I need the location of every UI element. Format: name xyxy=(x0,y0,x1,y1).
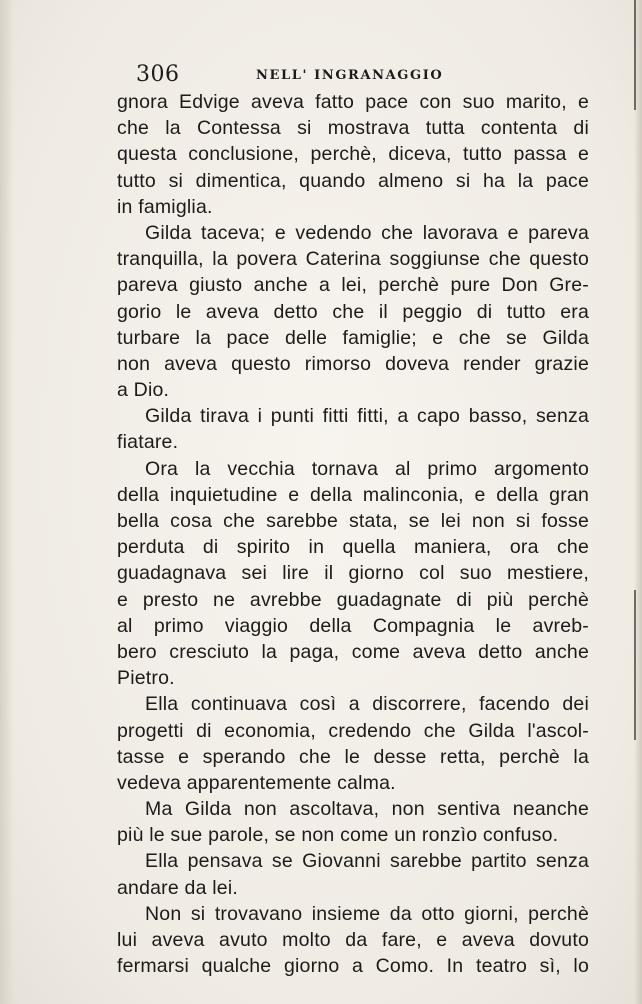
page-edge-shadow xyxy=(634,0,642,1004)
running-head: NELL' INGRANAGGIO xyxy=(256,68,444,83)
text-line: lui aveva avuto molto da fare, e aveva dovuto xyxy=(117,929,589,951)
text-line: progetti di economia, credendo che Gilda l'ascol- xyxy=(117,719,589,742)
text-line: fiatare. xyxy=(117,431,179,454)
text-line: gorio le aveva detto che il peggio di tutto era xyxy=(117,300,589,323)
text-line: Ella pensava se Giovanni sarebbe partito senza xyxy=(145,850,589,873)
text-line: non aveva questo rimorso doveva render grazie xyxy=(117,352,589,375)
text-line: a Dio. xyxy=(117,379,170,402)
text-line: della inquietudine e della malinconia, e della gran xyxy=(117,483,589,506)
text-line: guadagnava sei lire il giorno col suo mestiere, xyxy=(117,562,589,585)
text-line: tasse e sperando che le desse retta, perchè la xyxy=(117,745,589,768)
text-line: più le sue parole, se non come un ronzìo confuso. xyxy=(117,824,559,847)
text-line: al primo viaggio della Compagnia le avreb- xyxy=(117,614,589,637)
text-line: Ora la vecchia tornava al primo argomento xyxy=(145,457,589,480)
body-text xyxy=(117,89,589,979)
text-line: pareva giusto anche a lei, perchè pure Don Gre- xyxy=(117,274,589,297)
page-edge-line xyxy=(634,0,636,110)
text-line: Pietro. xyxy=(117,667,175,690)
page-number: 306 xyxy=(136,62,180,87)
text-line: questa conclusione, perchè, diceva, tutto passa e xyxy=(117,143,589,166)
text-line: Ma Gilda non ascoltava, non sentiva neanche xyxy=(145,798,589,821)
text-line: bella cosa che sarebbe stata, se lei non si fosse xyxy=(117,510,589,532)
text-line: Gilda tirava i punti fitti fitti, a capo basso, senza xyxy=(145,405,589,428)
text-line: che la Contessa si mostrava tutta contenta di xyxy=(117,117,589,140)
text-line: bero cresciuto la paga, come aveva detto anche xyxy=(117,640,589,663)
page-edge-line xyxy=(634,590,636,740)
text-line: fermarsi qualche giorno a Como. In teatro sì, lo xyxy=(117,955,589,978)
text-line: andare da lei. xyxy=(117,876,238,899)
text-line: in famiglia. xyxy=(117,195,213,218)
text-line: e presto ne avrebbe guadagnate di più perchè xyxy=(117,588,589,611)
text-line: vedeva apparentemente calma. xyxy=(117,771,396,794)
gutter-shadow xyxy=(0,0,14,1004)
text-line: tutto si dimentica, quando almeno si ha la pace xyxy=(117,169,589,192)
text-line: turbare la pace delle famiglie; e che se Gilda xyxy=(117,326,589,349)
text-line: Gilda taceva; e vedendo che lavorava e pareva xyxy=(145,221,589,244)
text-line: gnora Edvige aveva fatto pace con suo marito, e xyxy=(117,91,589,113)
text-line: perduta di spirito in quella maniera, ora che xyxy=(117,536,589,559)
page-header xyxy=(136,62,588,92)
text-line: tranquilla, la povera Caterina soggiunse che questo xyxy=(117,248,589,271)
text-line: Ella continuava così a discorrere, facendo dei xyxy=(145,693,589,716)
text-line: Non si trovavano insieme da otto giorni, perchè xyxy=(145,902,589,925)
